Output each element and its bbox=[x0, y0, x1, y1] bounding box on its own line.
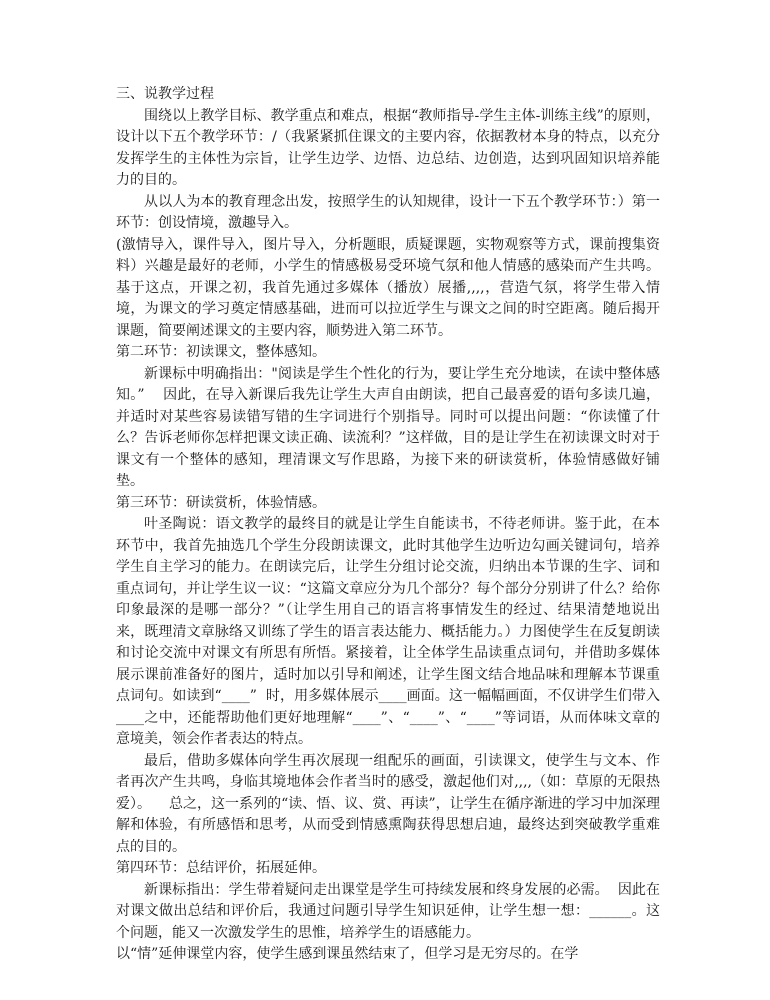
heading-step-three: 第三环节：研读赏析，体验情感。 bbox=[116, 494, 326, 511]
section-title: 三、说教学过程 bbox=[116, 86, 214, 102]
paragraph-step-one: (激情导入，课件导入，图片导入，分析题眼，质疑课题，实物观察等方式，课前搜集资料）兴趣是最好的老师，小学生的情感极易受环境气氛和他人情感的感染而产生共鸣。 基于这点，开课之初，我首先通过多媒体（播放）展播,,,,，营造气氛，将学生带入情境，为课文的学习奠定情感基础，进而可以拉近学生与课文之间的时空距离。随后揭开课题，简要阐述课文的主要内容，顺势进入第二环节。 bbox=[116, 236, 669, 339]
paragraph-step-two: 新课标中明确指出："阅读是学生个性化的行为，要让学生充分地读，在读中整体感知。” 因此，在导入新课后我先让学生大声自由朗读，把自己最喜爱的语句多读几遍，并适时对某些容易读错写错的生字词进行个别指导。同时可以提出问题：“你读懂了什么？告诉老师你怎样把课文读正确、读流利？”这样做，目的是让学生在初读课文时对于课文有一个整体的感知，理清课文写作思路，为接下来的研读赏析，体验情感做好铺垫。 bbox=[116, 365, 660, 489]
paragraph-step-four: 新课标指出：学生带着疑问走出课堂是学生可持续发展和终身发展的必需。 因此在对课文做出总结和评价后，我通过问题引导学生知识延伸，让学生想一想：______。这个问题，能又一次激发学生的思惟，培养学生的语感能力。 bbox=[116, 881, 660, 941]
paragraph-extension: 以“情”延伸课堂内容，使学生感到课虽然结束了，但学习是无穷尽的。在学 bbox=[116, 946, 579, 962]
paragraph-design: 从以人为本的教育理念出发，按照学生的认知规律，设计一下五个教学环节：）第一环节：创设情境，激趣导入。 bbox=[116, 193, 660, 231]
paragraph-step-three-end: 最后，借助多媒体向学生再次展现一组配乐的画面，引读课文，使学生与文本、作者再次产生共鸣，身临其境地体会作者当时的感受，激起他们对,,,,（如：草原的无限热爱）。 总之，这一系列的“读、悟、议、赏、再读”，让学生在循序渐进的学习中加深理解和体验，有所感悟和思考，从而受到情感熏陶获得思想启迪，最终达到突破教学重难点的目的。 bbox=[116, 752, 660, 855]
document-page bbox=[116, 84, 669, 966]
paragraph-intro: 围绕以上教学目标、教学重点和难点，根据“教师指导-学生主体-训练主线”的原则，设计以下五个教学环节：/（我紧紧抓住课文的主要内容，依据教材本身的特点，以充分发挥学生的主体性为宗旨，让学生边学、边悟、边总结、边创造，达到巩固知识培养能力的目的。 bbox=[116, 107, 660, 188]
heading-step-four: 第四环节：总结评价，拓展延伸。 bbox=[116, 860, 326, 876]
paragraph-step-three: 叶圣陶说：语文教学的最终目的就是让学生自能读书，不待老师讲。鉴于此，在本环节中，我首先抽选几个学生分段朗读课文，此时其他学生边听边勾画关键词句，培养学生自主学习的能力。在朗读完后，让学生分组讨论交流，归纳出本节课的生字、词和重点词句，并让学生议一议：“这篇文章应分为几个部分？每个部分分别讲了什么？给你印象最深的是哪一部分？”（让学生用自己的语言将事情发生的经过、结果清楚地说出来，既理清文章脉络又训练了学生的语言表达能力、概括能力。）力图使学生在反复朗读和讨论交流中对课文有所思有所悟。紧接着，让全体学生品读重点词句，并借助多媒体展示课前准备好的图片，适时加以引导和阐述，让学生图文结合地品味和理解本节课重点词句。如读到“____” 时，用多媒体展示____画面。这一幅幅画面，不仅讲学生们带入____之中，还能帮助他们更好地理解“____”、“____”、“____”等词语，从而体味文章的意境美，领会作者表达的特点。 bbox=[116, 516, 660, 747]
heading-step-two: 第二环节：初读课文，整体感知。 bbox=[116, 344, 326, 360]
